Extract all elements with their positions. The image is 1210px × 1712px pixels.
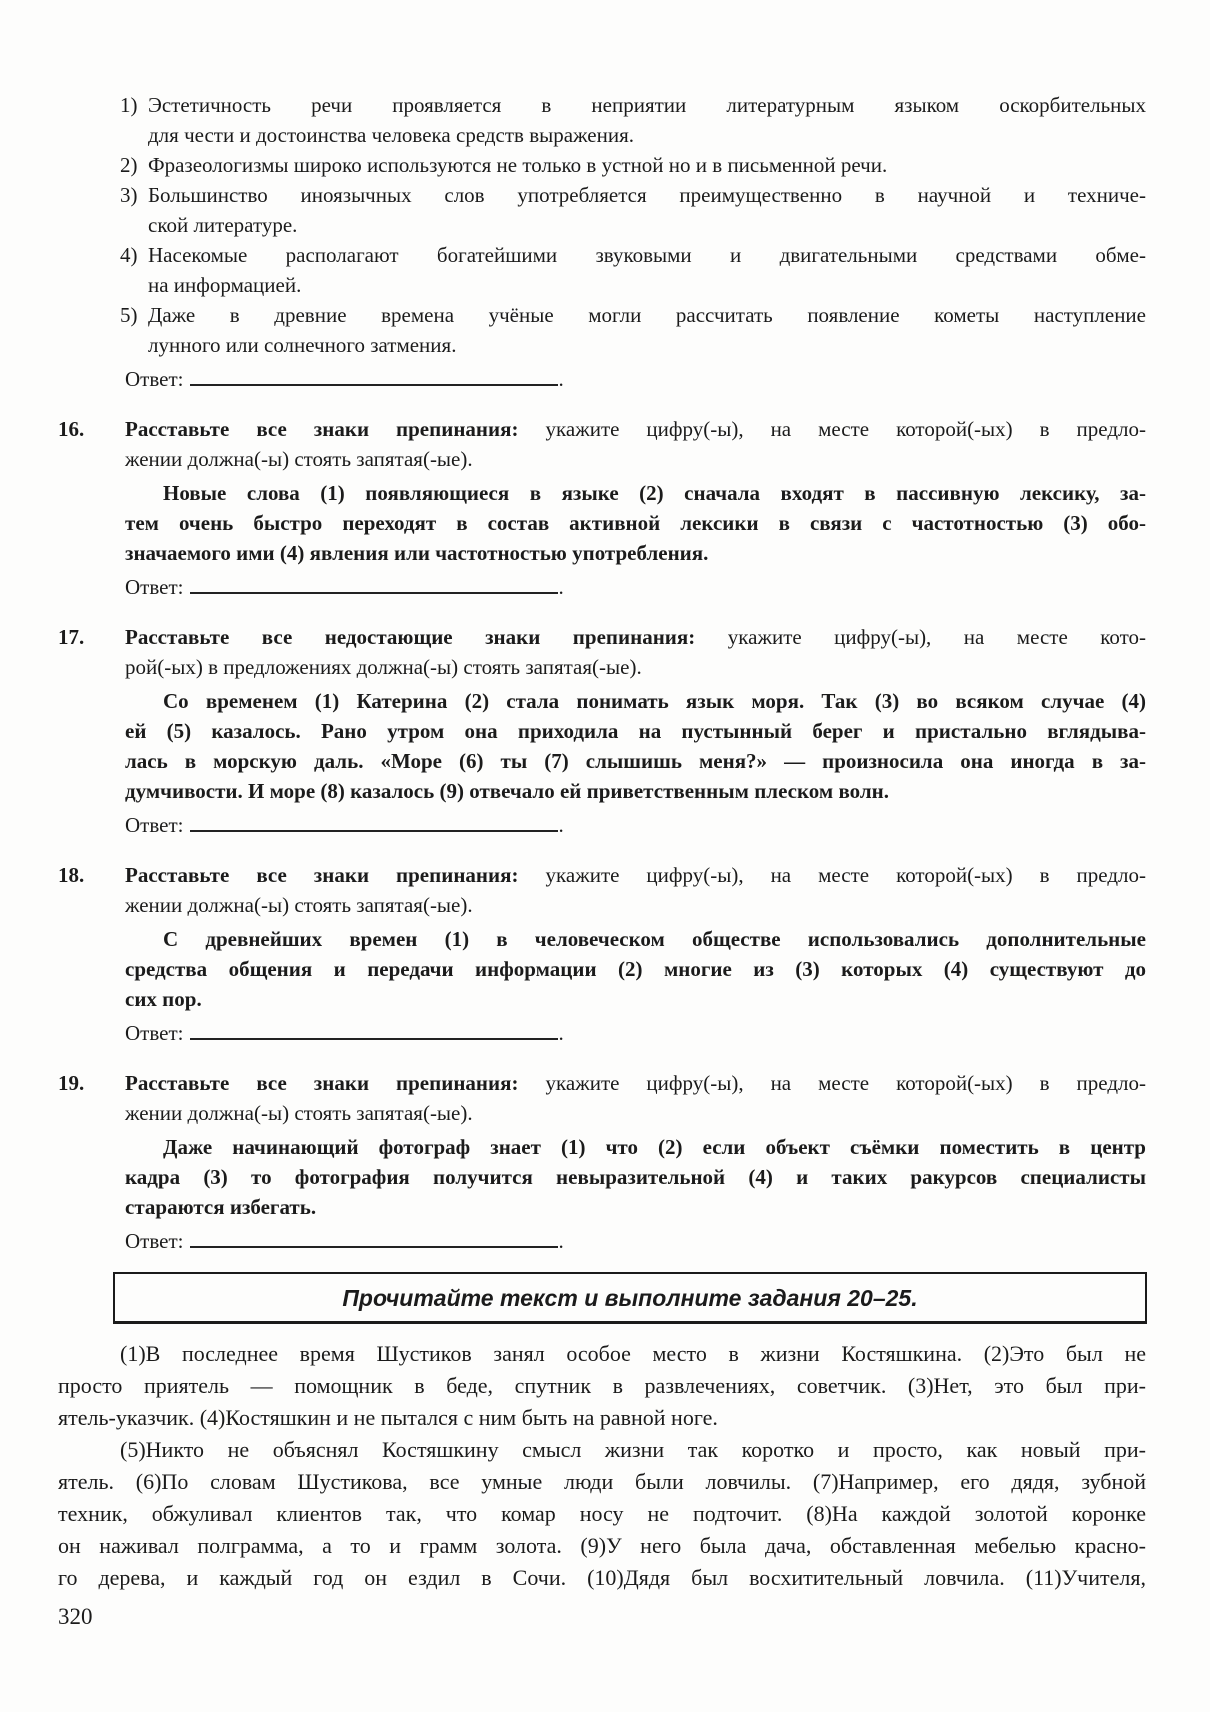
task-instruction-rest: укажите цифру(-ы), на месте кото-	[695, 625, 1146, 649]
task-instruction-bold: Расставьте все знаки препинания:	[125, 863, 519, 887]
task-sentence	[125, 478, 1146, 568]
option-item	[120, 150, 1146, 180]
task-sentence-line: Со временем (1) Катерина (2) стала понимать язык моря. Так (3) во всяком случае (4)	[163, 689, 1146, 713]
option-line: для чести и достоинства человека средств выражения.	[148, 123, 634, 147]
task-sentence-line: лась в морскую даль. «Море (6) ты (7) слышишь меня?» — произносила она иногда в за-	[125, 749, 1146, 773]
task-number: 17.	[58, 625, 85, 649]
option-line: ской литературе.	[148, 213, 298, 237]
answer-row	[125, 810, 1146, 840]
answer-period: .	[558, 1021, 564, 1045]
option-item	[120, 300, 1146, 360]
answer-blank[interactable]	[190, 383, 558, 386]
task-sentence	[125, 924, 1146, 1014]
task-instruction-bold: Расставьте все знаки препинания:	[125, 417, 519, 441]
paragraph-line: ятель. (6)По словам Шустикова, все умные люди были ловчилы. (7)Например, его дядя, зубной	[58, 1469, 1146, 1494]
answer-label: Ответ:	[125, 1229, 184, 1253]
answer-period: .	[558, 575, 564, 599]
option-number: 1)	[120, 93, 138, 117]
option-number: 4)	[120, 243, 138, 267]
answer-row	[125, 1226, 1146, 1256]
task-18	[0, 860, 1210, 1048]
answer-row	[125, 572, 1146, 602]
option-line: Насекомые располагают богатейшими звуковыми и двигательными средствами обме-	[148, 243, 1146, 267]
task-sentence-line: Даже начинающий фотограф знает (1) что (2) если объект съёмки поместить в центр	[163, 1135, 1146, 1159]
task-sentence-line: думчивости. И море (8) казалось (9) отвечало ей приветственным плеском волн.	[125, 779, 889, 803]
task-sentence-line: сих пор.	[125, 987, 202, 1011]
option-line: Даже в древние времена учёные могли рассчитать появление кометы наступление	[148, 303, 1146, 327]
task-instruction-line	[125, 414, 1146, 444]
answer-label: Ответ:	[125, 1021, 184, 1045]
task-instruction-line	[125, 622, 1146, 652]
task-sentence-line: Новые слова (1) появляющиеся в языке (2) сначала входят в пассивную лексику, за-	[163, 481, 1146, 505]
task-17	[0, 622, 1210, 840]
option-number: 5)	[120, 303, 138, 327]
paragraph-line: он наживал полграмма, а то и грамм золота. (9)У него была дача, обставленная мебелью красно-	[58, 1533, 1146, 1558]
paragraph-line: го дерева, и каждый год он ездил в Сочи. (10)Дядя был восхитительный ловчила. (11)Учителя,	[58, 1565, 1146, 1590]
answer-blank[interactable]	[190, 591, 558, 594]
answer-label: Ответ:	[125, 367, 184, 391]
task-number: 16.	[58, 417, 85, 441]
answer-period: .	[558, 367, 564, 391]
paragraph-line: (1)В последнее время Шустиков занял особое место в жизни Костяшкина. (2)Это был не	[120, 1341, 1146, 1366]
task-instruction-rest: укажите цифру(-ы), на месте которой(-ых) в предло-	[518, 863, 1146, 887]
paragraph-line: (5)Никто не объяснял Костяшкину смысл жизни так коротко и просто, как новый при-	[120, 1437, 1146, 1462]
task-sentence-line: тем очень быстро переходят в состав активной лексики в связи с частотностью (3) обо-	[125, 511, 1146, 535]
task-instruction-rest: укажите цифру(-ы), на месте которой(-ых) в предло-	[518, 1071, 1146, 1095]
answer-blank[interactable]	[190, 1245, 558, 1248]
reading-instruction-box	[113, 1272, 1147, 1324]
page-number: 320	[58, 1604, 93, 1629]
task-sentence-line: С древнейших времен (1) в человеческом обществе использовались дополнительные	[163, 927, 1146, 951]
task-16	[0, 414, 1210, 602]
option-line: на информацией.	[148, 273, 302, 297]
task-sentence-line: средства общения и передачи информации (2) многие из (3) которых (4) существуют до	[125, 957, 1146, 981]
task-instruction-line	[125, 1068, 1146, 1098]
paragraph-line: просто приятель — помощник в беде, спутник в развлечениях, советчик. (3)Нет, это был при-	[58, 1373, 1146, 1398]
task-instruction-bold: Расставьте все недостающие знаки препинания:	[125, 625, 696, 649]
paragraph-line: техник, обжуливал клиентов так, что комар носу не подточит. (8)На каждой золотой коронке	[58, 1501, 1146, 1526]
reading-instruction-text: Прочитайте текст и выполните задания 20–25.	[342, 1284, 918, 1311]
task-sentence	[125, 686, 1146, 806]
answer-row	[125, 364, 1210, 394]
task-sentence-line: стараются избегать.	[125, 1195, 317, 1219]
task-number: 19.	[58, 1071, 85, 1095]
option-number: 3)	[120, 183, 138, 207]
task-19	[0, 1068, 1210, 1256]
task-instruction-line	[125, 860, 1146, 890]
task-sentence-line: значаемого ими (4) явления или частотностью употребления.	[125, 541, 709, 565]
task-instruction-line: жении должна(-ы) стоять запятая(-ые).	[125, 893, 473, 917]
task-instruction-line: жении должна(-ы) стоять запятая(-ые).	[125, 447, 473, 471]
task-instruction-rest: укажите цифру(-ы), на месте которой(-ых) в предло-	[518, 417, 1146, 441]
option-number: 2)	[120, 153, 138, 177]
paragraph	[58, 1338, 1146, 1434]
task-sentence-line: ей (5) казалось. Рано утром она приходила на пустынный берег и пристально вглядыва-	[125, 719, 1146, 743]
answer-label: Ответ:	[125, 575, 184, 599]
answer-blank[interactable]	[190, 1037, 558, 1040]
reading-text	[58, 1338, 1146, 1594]
answer-blank[interactable]	[190, 829, 558, 832]
option-line: Большинство иноязычных слов употребляется преимущественно в научной и техниче-	[148, 183, 1146, 207]
option-line: Фразеологизмы широко используются не только в устной но и в письменной речи.	[148, 153, 888, 177]
option-item	[120, 240, 1146, 300]
option-item	[120, 90, 1146, 150]
task-number: 18.	[58, 863, 85, 887]
task-instruction-line: рой(-ых) в предложениях должна(-ы) стоять запятая(-ые).	[125, 655, 642, 679]
answer-period: .	[558, 813, 564, 837]
paragraph-line: ятель-указчик. (4)Костяшкин и не пытался с ним быть на равной ноге.	[58, 1405, 718, 1430]
answer-label: Ответ:	[125, 813, 184, 837]
answer-row	[125, 1018, 1146, 1048]
option-line: Эстетичность речи проявляется в неприятии литературным языком оскорбительных	[148, 93, 1146, 117]
task-instruction-line: жении должна(-ы) стоять запятая(-ые).	[125, 1101, 473, 1125]
answer-period: .	[558, 1229, 564, 1253]
options-list	[120, 90, 1146, 360]
option-item	[120, 180, 1146, 240]
task-sentence-line: кадра (3) то фотография получится невыразительной (4) и таких ракурсов специалисты	[125, 1165, 1146, 1189]
task-sentence	[125, 1132, 1146, 1222]
task-instruction-bold: Расставьте все знаки препинания:	[125, 1071, 519, 1095]
paragraph	[58, 1434, 1146, 1594]
option-line: лунного или солнечного затмения.	[148, 333, 457, 357]
